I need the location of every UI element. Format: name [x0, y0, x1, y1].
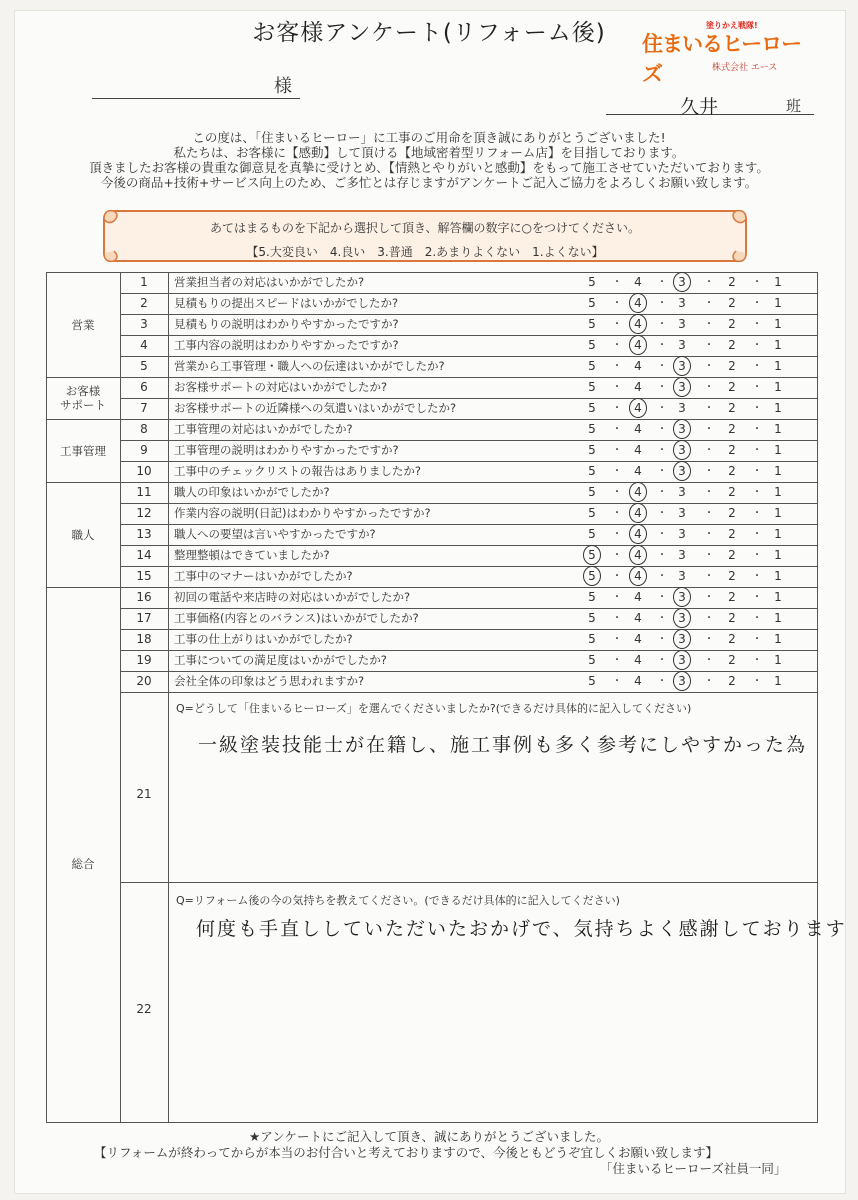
- rating-option-5[interactable]: 5: [588, 632, 596, 646]
- question-number: 7: [120, 398, 169, 419]
- separator-dot: ・: [704, 403, 714, 414]
- rating-option-3[interactable]: 3: [678, 443, 686, 457]
- page-title: お客様アンケート(リフォーム後): [252, 20, 606, 46]
- question-text: お客様サポートの対応はいかがでしたか?: [174, 380, 388, 394]
- logo-name: 住まいるヒーローズ: [642, 32, 802, 86]
- rating-option-1[interactable]: 1: [774, 359, 782, 373]
- selected-rating-circle: [629, 503, 647, 523]
- rating-option-1[interactable]: 1: [774, 632, 782, 646]
- rating-option-5[interactable]: 5: [588, 506, 596, 520]
- rating-option-1[interactable]: 1: [774, 674, 782, 688]
- category-separator: [46, 587, 120, 588]
- q21-handwritten-answer: 一級塗装技能士が在籍し、施工事例も多く参考にしやすかった為: [198, 734, 808, 756]
- rating-option-4[interactable]: 4: [634, 401, 642, 415]
- separator-dot: ・: [612, 571, 622, 582]
- question-row: [120, 545, 818, 567]
- selected-rating-circle: [673, 587, 691, 607]
- separator-dot: ・: [704, 676, 714, 687]
- separator-dot: ・: [752, 445, 762, 456]
- separator-dot: ・: [612, 382, 622, 393]
- separator-dot: ・: [752, 676, 762, 687]
- question-row: [120, 335, 818, 357]
- question-row: [120, 419, 818, 441]
- rating-option-4[interactable]: 4: [634, 380, 642, 394]
- rating-option-5[interactable]: 5: [588, 380, 596, 394]
- rating-option-4[interactable]: 4: [634, 569, 642, 583]
- question-text: 工事価格(内容とのバランス)はいかがでしたか?: [174, 611, 419, 625]
- question-text: 工事の仕上がりはいかがでしたか?: [174, 632, 353, 646]
- question-text: 見積もりの説明はわかりやすかったですか?: [174, 317, 399, 331]
- rating-option-5[interactable]: 5: [588, 674, 596, 688]
- q22-number: 22: [136, 1002, 152, 1016]
- question-row: [120, 293, 818, 315]
- customer-name-field: [92, 72, 300, 99]
- separator-dot: ・: [612, 277, 622, 288]
- question-text: 工事についての満足度はいかがでしたか?: [174, 653, 387, 667]
- rating-option-2[interactable]: 2: [728, 380, 736, 394]
- separator-dot: ・: [612, 319, 622, 330]
- separator-dot: ・: [657, 592, 667, 603]
- selected-rating-circle: [673, 419, 691, 439]
- rating-option-3[interactable]: 3: [678, 653, 686, 667]
- rating-option-1[interactable]: 1: [774, 380, 782, 394]
- separator-dot: ・: [704, 382, 714, 393]
- rating-option-4[interactable]: 4: [634, 275, 642, 289]
- separator-dot: ・: [752, 298, 762, 309]
- free-answer-separator: [120, 882, 818, 883]
- separator-dot: ・: [657, 508, 667, 519]
- separator-dot: ・: [752, 361, 762, 372]
- question-text: 工事内容の説明はわかりやすかったですか?: [174, 338, 399, 352]
- category-separator: [46, 482, 120, 483]
- rating-option-2[interactable]: 2: [728, 527, 736, 541]
- separator-dot: ・: [752, 529, 762, 540]
- rating-option-1[interactable]: 1: [774, 275, 782, 289]
- rating-option-3[interactable]: 3: [678, 506, 686, 520]
- separator-dot: ・: [657, 361, 667, 372]
- separator-dot: ・: [704, 613, 714, 624]
- separator-dot: ・: [752, 655, 762, 666]
- rating-option-5[interactable]: 5: [588, 422, 596, 436]
- separator-dot: ・: [612, 361, 622, 372]
- question-number: 4: [120, 335, 169, 356]
- company-logo: [642, 20, 802, 86]
- footer-message: 【リフォームが終わってからが本当のお付合いと考えておりますので、今後ともどうぞ宜しくお願い致します】: [94, 1145, 719, 1160]
- separator-dot: ・: [612, 634, 622, 645]
- category-label: お客様 サポート: [60, 384, 106, 412]
- intro-line: 私たちは、お客様に【感動】して頂ける【地域密着型リフォーム店】を目指しております。: [173, 145, 685, 160]
- separator-dot: ・: [657, 613, 667, 624]
- separator-dot: ・: [704, 508, 714, 519]
- rating-option-3[interactable]: 3: [678, 590, 686, 604]
- separator-dot: ・: [612, 550, 622, 561]
- separator-dot: ・: [704, 277, 714, 288]
- question-text: 見積もりの提出スピードはいかがでしたか?: [174, 296, 399, 310]
- rating-option-3[interactable]: 3: [678, 464, 686, 478]
- separator-dot: ・: [612, 445, 622, 456]
- rating-option-2[interactable]: 2: [728, 611, 736, 625]
- separator-dot: ・: [657, 634, 667, 645]
- customer-suffix: 様: [274, 76, 292, 97]
- separator-dot: ・: [704, 592, 714, 603]
- separator-dot: ・: [612, 508, 622, 519]
- separator-dot: ・: [704, 466, 714, 477]
- category-separator: [46, 377, 120, 378]
- separator-dot: ・: [657, 655, 667, 666]
- separator-dot: ・: [752, 277, 762, 288]
- separator-dot: ・: [752, 634, 762, 645]
- question-text: 会社全体の印象はどう思われますか?: [174, 674, 365, 688]
- selected-rating-circle: [629, 314, 647, 334]
- question-row: [120, 272, 818, 294]
- rating-option-5[interactable]: 5: [588, 464, 596, 478]
- selected-rating-circle: [673, 356, 691, 376]
- q21-prompt: Q=どうして「住まいるヒーローズ」を選んでくださいましたか?(できるだけ具体的に記入してください): [176, 702, 692, 715]
- rating-option-2[interactable]: 2: [728, 359, 736, 373]
- separator-dot: ・: [752, 403, 762, 414]
- question-text: 工事中のマナーはいかがでしたか?: [174, 569, 353, 583]
- rating-option-1[interactable]: 1: [774, 443, 782, 457]
- rating-option-2[interactable]: 2: [728, 506, 736, 520]
- rating-option-3[interactable]: 3: [678, 359, 686, 373]
- rating-option-3[interactable]: 3: [678, 674, 686, 688]
- rating-option-3[interactable]: 3: [678, 317, 686, 331]
- rating-option-5[interactable]: 5: [588, 296, 596, 310]
- rating-option-1[interactable]: 1: [774, 569, 782, 583]
- separator-dot: ・: [657, 319, 667, 330]
- separator-dot: ・: [752, 613, 762, 624]
- question-row: [120, 482, 818, 504]
- rating-option-4[interactable]: 4: [634, 359, 642, 373]
- rating-option-4[interactable]: 4: [634, 548, 642, 562]
- selected-rating-circle: [629, 545, 647, 565]
- question-number: 9: [120, 440, 169, 461]
- rating-option-5[interactable]: 5: [588, 590, 596, 604]
- rating-option-2[interactable]: 2: [728, 338, 736, 352]
- question-text: 営業から工事管理・職人への伝達はいかがでしたか?: [174, 359, 445, 373]
- rating-option-2[interactable]: 2: [728, 464, 736, 478]
- intro-text: [40, 130, 818, 190]
- separator-dot: ・: [752, 466, 762, 477]
- intro-line: 頂きましたお客様の貴重な御意見を真摯に受けとめ、【情熱とやりがいと感動】をもって施工させていただいております。: [89, 160, 769, 175]
- separator-dot: ・: [612, 529, 622, 540]
- rating-option-2[interactable]: 2: [728, 674, 736, 688]
- rating-option-4[interactable]: 4: [634, 674, 642, 688]
- rating-option-3[interactable]: 3: [678, 527, 686, 541]
- question-number: 14: [120, 545, 169, 566]
- rating-option-2[interactable]: 2: [728, 443, 736, 457]
- question-row: [120, 629, 818, 651]
- separator-dot: ・: [612, 676, 622, 687]
- rating-option-2[interactable]: 2: [728, 590, 736, 604]
- rating-option-5[interactable]: 5: [588, 611, 596, 625]
- selected-rating-circle: [583, 566, 601, 586]
- separator-dot: ・: [704, 445, 714, 456]
- rating-option-4[interactable]: 4: [634, 590, 642, 604]
- team-suffix: 班: [786, 97, 802, 115]
- rating-option-1[interactable]: 1: [774, 506, 782, 520]
- handwritten-team-name: 久井: [680, 96, 719, 118]
- question-number: 2: [120, 293, 169, 314]
- rating-option-3[interactable]: 3: [678, 275, 686, 289]
- rating-option-4[interactable]: 4: [634, 317, 642, 331]
- rating-option-5[interactable]: 5: [588, 359, 596, 373]
- rating-option-3[interactable]: 3: [678, 569, 686, 583]
- question-text: 職人の印象はいかがでしたか?: [174, 485, 330, 499]
- separator-dot: ・: [657, 571, 667, 582]
- rating-option-2[interactable]: 2: [728, 485, 736, 499]
- rating-option-2[interactable]: 2: [728, 317, 736, 331]
- separator-dot: ・: [752, 508, 762, 519]
- category-label: 営業: [71, 317, 95, 332]
- logo-company: 株式会社 エース: [712, 63, 778, 73]
- rating-option-5[interactable]: 5: [588, 485, 596, 499]
- rating-option-4[interactable]: 4: [634, 464, 642, 478]
- question-text: 工事管理の対応はいかがでしたか?: [174, 422, 353, 436]
- rating-option-3[interactable]: 3: [678, 485, 686, 499]
- rating-option-4[interactable]: 4: [634, 527, 642, 541]
- rating-option-1[interactable]: 1: [774, 401, 782, 415]
- selected-rating-circle: [583, 545, 601, 565]
- rating-option-3[interactable]: 3: [678, 338, 686, 352]
- footer-signature: 「住まいるヒーローズ社員一同」: [600, 1161, 787, 1176]
- separator-dot: ・: [752, 571, 762, 582]
- rating-option-5[interactable]: 5: [588, 338, 596, 352]
- rating-option-5[interactable]: 5: [588, 569, 596, 583]
- scale-legend: 【5.大変良い 4.良い 3.普通 2.あまりよくない 1.よくない】: [246, 245, 604, 259]
- rating-option-1[interactable]: 1: [774, 464, 782, 478]
- rating-option-1[interactable]: 1: [774, 548, 782, 562]
- rating-option-2[interactable]: 2: [728, 632, 736, 646]
- question-text: 営業担当者の対応はいかがでしたか?: [174, 275, 365, 289]
- separator-dot: ・: [704, 634, 714, 645]
- rating-option-2[interactable]: 2: [728, 569, 736, 583]
- table-bottom-border: [46, 1122, 818, 1123]
- selected-rating-circle: [629, 566, 647, 586]
- separator-dot: ・: [657, 277, 667, 288]
- selected-rating-circle: [673, 272, 691, 292]
- rating-option-2[interactable]: 2: [728, 653, 736, 667]
- selected-rating-circle: [673, 629, 691, 649]
- selected-rating-circle: [629, 398, 647, 418]
- rating-option-3[interactable]: 3: [678, 296, 686, 310]
- instruction-scroll: [100, 205, 750, 265]
- rating-option-3[interactable]: 3: [678, 632, 686, 646]
- question-number: 1: [120, 272, 169, 293]
- category-label: 総合: [71, 857, 95, 871]
- rating-option-2[interactable]: 2: [728, 401, 736, 415]
- separator-dot: ・: [704, 655, 714, 666]
- separator-dot: ・: [612, 340, 622, 351]
- question-row: [120, 356, 818, 378]
- rating-option-1[interactable]: 1: [774, 590, 782, 604]
- separator-dot: ・: [704, 361, 714, 372]
- separator-dot: ・: [612, 424, 622, 435]
- selected-rating-circle: [629, 293, 647, 313]
- q22-handwritten-answer: 何度も手直ししていただいたおかげで、気持ちよく感謝しております: [196, 918, 847, 940]
- separator-dot: ・: [612, 466, 622, 477]
- separator-dot: ・: [657, 445, 667, 456]
- separator-dot: ・: [752, 550, 762, 561]
- selected-rating-circle: [673, 440, 691, 460]
- separator-dot: ・: [657, 298, 667, 309]
- rating-option-2[interactable]: 2: [728, 296, 736, 310]
- question-text: 作業内容の説明(日記)はわかりやすかったですか?: [174, 506, 431, 520]
- question-row: [120, 314, 818, 336]
- rating-option-4[interactable]: 4: [634, 653, 642, 667]
- separator-dot: ・: [657, 340, 667, 351]
- footer-thanks: ★アンケートにご記入して頂き、誠にありがとうございました。: [249, 1129, 609, 1144]
- rating-option-4[interactable]: 4: [634, 422, 642, 436]
- rating-option-1[interactable]: 1: [774, 611, 782, 625]
- rating-option-4[interactable]: 4: [634, 485, 642, 499]
- separator-dot: ・: [657, 550, 667, 561]
- question-number: 3: [120, 314, 169, 335]
- question-number: 17: [120, 608, 169, 629]
- rating-option-4[interactable]: 4: [634, 506, 642, 520]
- question-number: 16: [120, 587, 169, 608]
- rating-option-1[interactable]: 1: [774, 653, 782, 667]
- separator-dot: ・: [752, 592, 762, 603]
- selected-rating-circle: [629, 482, 647, 502]
- selected-rating-circle: [629, 524, 647, 544]
- rating-option-4[interactable]: 4: [634, 296, 642, 310]
- rating-option-5[interactable]: 5: [588, 275, 596, 289]
- rating-option-4[interactable]: 4: [634, 443, 642, 457]
- question-row: [120, 587, 818, 609]
- separator-dot: ・: [752, 487, 762, 498]
- question-text: 初回の電話や来店時の対応はいかがでしたか?: [174, 590, 411, 604]
- question-row: [120, 566, 818, 588]
- rating-option-3[interactable]: 3: [678, 422, 686, 436]
- separator-dot: ・: [704, 298, 714, 309]
- separator-dot: ・: [612, 655, 622, 666]
- separator-dot: ・: [704, 529, 714, 540]
- rating-option-5[interactable]: 5: [588, 317, 596, 331]
- question-number: 10: [120, 461, 169, 482]
- separator-dot: ・: [657, 382, 667, 393]
- rating-option-4[interactable]: 4: [634, 611, 642, 625]
- question-text: 工事中のチェックリストの報告はありましたか?: [174, 464, 422, 478]
- rating-option-4[interactable]: 4: [634, 338, 642, 352]
- question-text: 工事管理の説明はわかりやすかったですか?: [174, 443, 399, 457]
- separator-dot: ・: [752, 424, 762, 435]
- rating-option-3[interactable]: 3: [678, 548, 686, 562]
- rating-option-1[interactable]: 1: [774, 527, 782, 541]
- separator-dot: ・: [657, 676, 667, 687]
- separator-dot: ・: [657, 466, 667, 477]
- category-label: 職人: [71, 527, 95, 542]
- question-row: [120, 524, 818, 546]
- selected-rating-circle: [673, 377, 691, 397]
- rating-option-5[interactable]: 5: [588, 401, 596, 415]
- question-number: 8: [120, 419, 169, 440]
- selected-rating-circle: [673, 608, 691, 628]
- rating-option-2[interactable]: 2: [728, 275, 736, 289]
- question-row: [120, 398, 818, 420]
- question-row: [120, 671, 818, 693]
- rating-option-5[interactable]: 5: [588, 527, 596, 541]
- question-text: お客様サポートの近隣様への気遣いはいかがでしたか?: [174, 401, 457, 415]
- question-row: [120, 650, 818, 672]
- question-number: 15: [120, 566, 169, 587]
- separator-dot: ・: [657, 403, 667, 414]
- separator-dot: ・: [752, 382, 762, 393]
- question-number: 13: [120, 524, 169, 545]
- selected-rating-circle: [673, 671, 691, 691]
- rating-option-1[interactable]: 1: [774, 317, 782, 331]
- separator-dot: ・: [612, 403, 622, 414]
- rating-option-5[interactable]: 5: [588, 548, 596, 562]
- rating-option-1[interactable]: 1: [774, 485, 782, 499]
- question-row: [120, 461, 818, 483]
- rating-option-2[interactable]: 2: [728, 548, 736, 562]
- category-separator: [46, 419, 120, 420]
- separator-dot: ・: [752, 319, 762, 330]
- separator-dot: ・: [657, 487, 667, 498]
- q21-number: 21: [136, 787, 152, 801]
- separator-dot: ・: [657, 529, 667, 540]
- rating-option-2[interactable]: 2: [728, 422, 736, 436]
- separator-dot: ・: [657, 424, 667, 435]
- intro-line: 今後の商品+技術+サービス向上のため、ご多忙とは存じますがアンケートご記入ご協力をよろしくお願い致します。: [100, 175, 758, 190]
- question-number: 18: [120, 629, 169, 650]
- question-number: 20: [120, 671, 169, 692]
- selected-rating-circle: [673, 461, 691, 481]
- question-row: [120, 503, 818, 525]
- category-label: 工事管理: [60, 443, 106, 458]
- question-number: 5: [120, 356, 169, 377]
- rating-option-4[interactable]: 4: [634, 632, 642, 646]
- q22-prompt: Q=リフォーム後の今の気持ちを教えてください。(できるだけ具体的に記入してください): [176, 894, 620, 907]
- question-text: 職人への要望は言いやすかったですか?: [174, 527, 376, 541]
- rating-option-5[interactable]: 5: [588, 653, 596, 667]
- separator-dot: ・: [612, 592, 622, 603]
- question-text: 整理整頓はできていましたか?: [174, 548, 330, 562]
- separator-dot: ・: [612, 613, 622, 624]
- separator-dot: ・: [612, 298, 622, 309]
- rating-option-3[interactable]: 3: [678, 401, 686, 415]
- question-row: [120, 377, 818, 399]
- selected-rating-circle: [673, 650, 691, 670]
- question-number: 12: [120, 503, 169, 524]
- rating-option-5[interactable]: 5: [588, 443, 596, 457]
- selected-rating-circle: [629, 335, 647, 355]
- question-number: 11: [120, 482, 169, 503]
- separator-dot: ・: [752, 340, 762, 351]
- separator-dot: ・: [704, 424, 714, 435]
- separator-dot: ・: [704, 319, 714, 330]
- rating-option-1[interactable]: 1: [774, 422, 782, 436]
- rating-option-3[interactable]: 3: [678, 611, 686, 625]
- question-row: [120, 608, 818, 630]
- rating-option-1[interactable]: 1: [774, 338, 782, 352]
- rating-option-3[interactable]: 3: [678, 380, 686, 394]
- question-row: [120, 440, 818, 462]
- separator-dot: ・: [704, 340, 714, 351]
- question-number: 19: [120, 650, 169, 671]
- separator-dot: ・: [704, 487, 714, 498]
- separator-dot: ・: [704, 571, 714, 582]
- question-number: 6: [120, 377, 169, 398]
- instruction-text: あてはまるものを下記から選択して頂き、解答欄の数字に○をつけてください。: [210, 221, 640, 235]
- separator-dot: ・: [704, 550, 714, 561]
- intro-line: この度は、「住まいるヒーロー」に工事のご用命を頂き誠にありがとうございました!: [192, 130, 666, 145]
- rating-option-1[interactable]: 1: [774, 296, 782, 310]
- separator-dot: ・: [612, 487, 622, 498]
- logo-tagline: 塗りかえ戦隊!: [706, 21, 758, 30]
